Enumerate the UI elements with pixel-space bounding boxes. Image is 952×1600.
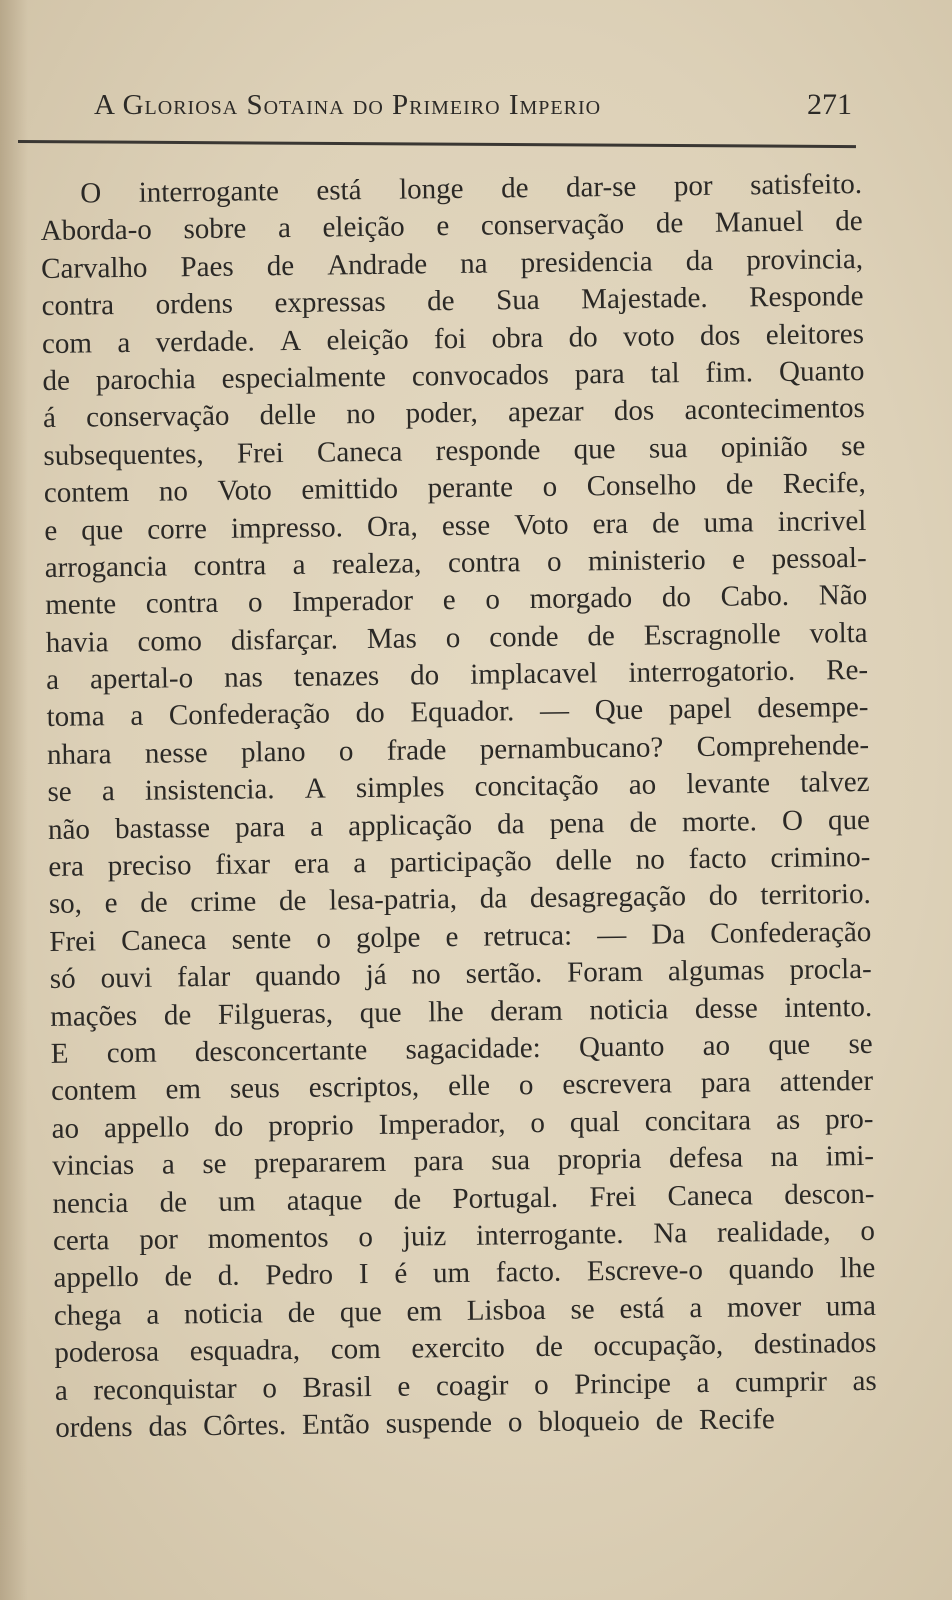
text-line: vincias a se prepararem para sua propria defesa na imi- (51, 1140, 875, 1183)
running-title: A Gloriosa Sotaina do Primeiro Imperio (94, 89, 602, 121)
text-line: chega a noticia de que em Lisboa se está a mover uma (53, 1289, 877, 1332)
text-line: se a insistencia. A simples concitação ao levante talvez (47, 766, 870, 809)
text-line: contra ordens expressas de Sua Majestade. Responde (41, 280, 864, 323)
text-line: com a verdade. A eleição foi obra do voto dos eleitores (41, 317, 865, 360)
text-line: toma a Confederação do Equador. — Que papel desempe- (46, 691, 869, 734)
text-line: certa por momentos o juiz interrogante. Na realidade, o (52, 1214, 876, 1257)
text-line: Aborda-o sobre a eleição e conservação de Manuel de (40, 205, 863, 248)
text-line: subsequentes, Frei Caneca responde que sua opinião se (43, 429, 866, 472)
text-line: O interrogante está longe de dar-se por satisfeito. (80, 167, 863, 210)
text-line: E com desconcertante sagacidade: Quanto ao que se (50, 1027, 873, 1070)
text-line: contem em seus escriptos, elle o escrevera para attender (50, 1065, 874, 1108)
text-line: não bastasse para a applicação da pena de morte. O que (47, 803, 871, 846)
text-line: e que corre impresso. Ora, esse Voto era de uma incrivel (44, 504, 867, 547)
text-line: a reconquistar o Brasil e coagir o Principe a cumprir as (54, 1364, 877, 1407)
text-line: ao appello do proprio Imperador, o qual concitara as pro- (51, 1102, 874, 1145)
text-line: mações de Filgueras, que lhe deram noticia desse intento. (50, 990, 873, 1033)
text-line: á conservação delle no poder, apezar dos acontecimentos (42, 392, 866, 435)
text-line: nhara nesse plano o frade pernambucano? Comprehende- (46, 728, 870, 771)
text-line: Carvalho Paes de Andrade na presidencia da provincia, (40, 242, 864, 285)
text-line: mente contra o Imperador e o morgado do Cabo. Não (45, 579, 868, 622)
text-line: poderosa esquadra, com exercito de occupação, destinados (54, 1326, 877, 1370)
text-line: a apertal-o nas tenazes do implacavel interrogatorio. Re- (45, 653, 869, 697)
running-head (94, 88, 852, 132)
text-line: havia como disfarçar. Mas o conde de Escragnolle volta (45, 616, 868, 659)
text-line: ordens das Côrtes. Então suspende o bloqueio de Recife (55, 1403, 775, 1444)
text-line: contem no Voto emittido perante o Conselho de Recife, (43, 467, 867, 510)
text-line: appello de d. Pedro I é um facto. Escreve-o quando lhe (53, 1252, 876, 1295)
text-line: nencia de um ataque de Portugal. Frei Caneca descon- (52, 1177, 875, 1220)
text-line: só ouvi falar quando já no sertão. Foram algumas procla- (49, 953, 872, 996)
text-line: so, e de crime de lesa-patria, da desagregação do territorio. (48, 878, 871, 921)
text-line: era preciso fixar era a participação delle no facto crimino- (48, 840, 871, 883)
body-text (40, 166, 877, 1447)
page-number: 271 (807, 88, 852, 121)
text-line: Frei Caneca sente o golpe e retruca: — Da Confederação (49, 915, 872, 958)
header-rule (18, 140, 856, 148)
text-line: de parochia especialmente convocados para tal fim. Quanto (42, 354, 865, 397)
text-line: arrogancia contra a realeza, contra o ministerio e pessoal- (44, 541, 867, 584)
